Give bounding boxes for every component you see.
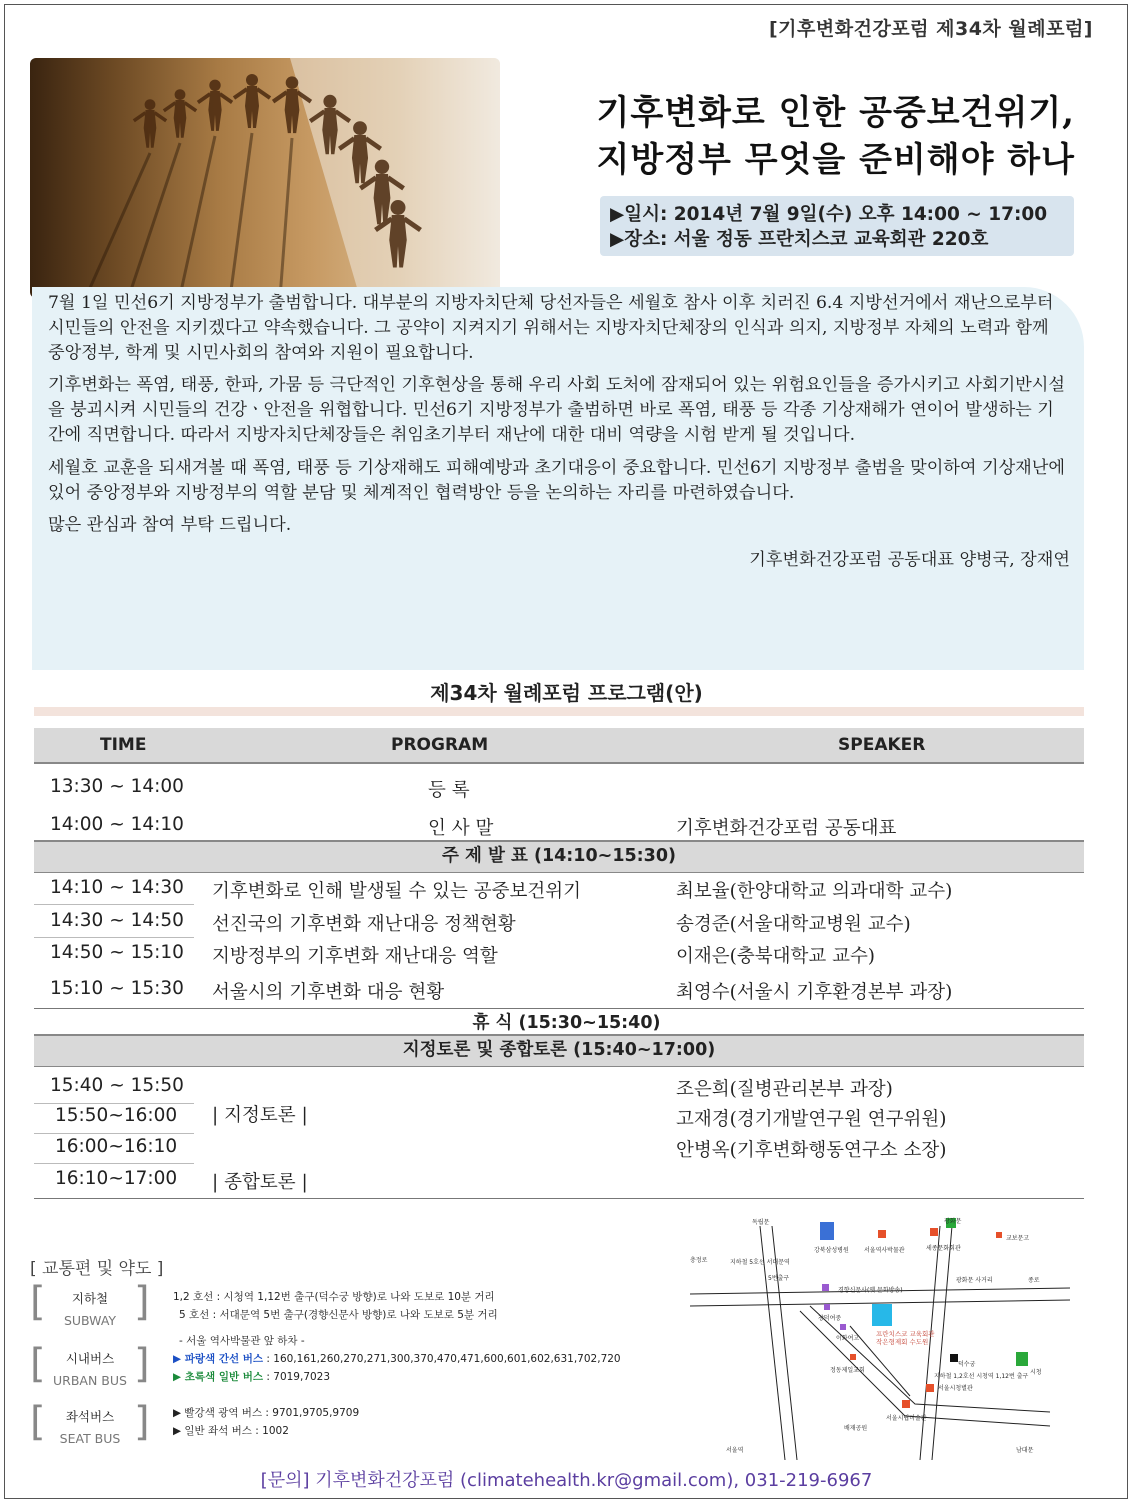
- row-program: | 지정토론 |: [212, 1105, 308, 1126]
- svg-text:배재공원: 배재공원: [844, 1425, 868, 1432]
- intro-paragraph-2: 기후변화는 폭염, 태풍, 한파, 가뭄 등 극단적인 기후현상을 통해 우리 사회 도처에 잠재되어 있는 위험요인들을 증가시키고 사회기반시설을 붕괴시켜 시민들의 건강ㆍ안전을 위협합니다. 민선6기 지방정부가 출범하면 바로 폭염, 태풍 등 각종 기상재해가 연이어 발생하는 기간에 직면합니다. 따라서 지방자치단체장들은 취임초기부터 재난에 대한 대비 역량을 시험 받게 될 것입니다.: [48, 375, 1065, 445]
- svg-text:서울시립미술관: 서울시립미술관: [886, 1415, 927, 1422]
- row-program: 인 사 말: [428, 818, 494, 839]
- svg-text:광화문 사거리: 광화문 사거리: [956, 1277, 993, 1284]
- svg-text:서울시청별관: 서울시청별관: [938, 1385, 973, 1392]
- seat-bus-label-en: SEAT BUS: [59, 1431, 121, 1446]
- program-table-header: [34, 728, 1084, 764]
- row-program: | 종합토론 |: [212, 1172, 308, 1193]
- row-time: 16:00~16:10: [55, 1136, 178, 1157]
- urban-bus-label: [50, 1348, 130, 1392]
- row-speaker: 고재경(경기개발연구원 연구위원): [676, 1109, 947, 1130]
- annex-icon: [926, 1384, 934, 1392]
- francisco-building-icon: [872, 1304, 892, 1326]
- svg-text:서울역: 서울역: [726, 1447, 744, 1454]
- cityhall-icon: [1016, 1352, 1028, 1366]
- header-speaker: SPEAKER: [838, 735, 926, 755]
- svg-text:지하철 1,2호선 시청역 1,12번 출구: 지하철 1,2호선 시청역 1,12번 출구: [934, 1373, 1029, 1380]
- svg-text:이화여고: 이화여고: [836, 1335, 860, 1342]
- row-divider: [34, 937, 194, 938]
- seat-bus-label: [50, 1406, 130, 1450]
- sejong-icon: [930, 1228, 938, 1236]
- row-time: 15:50~16:00: [55, 1105, 178, 1126]
- row-program: 지방정부의 기후변화 재난대응 역할: [212, 946, 498, 967]
- forum-tag: [기후변화건강포럼 제34차 월례포럼]: [769, 18, 1093, 40]
- intro-paragraph-3: 세월호 교훈을 되새겨볼 때 폭염, 태풍 등 기상재해도 피해예방과 초기대응이 중요합니다. 민선6기 지방정부 출범을 맞이하여 기상재난에 있어 중앙정부와 지방정부의 역할 분담 및 체계적인 협력방안 등을 논의하는 자리를 마련하였습니다.: [48, 457, 1065, 503]
- row-time: 15:40 ~ 15:50: [50, 1075, 184, 1096]
- subway-detail: [173, 1288, 498, 1324]
- row-time: 14:50 ~ 15:10: [50, 942, 184, 963]
- svg-text:남대문: 남대문: [1016, 1447, 1034, 1454]
- row-speaker: 송경준(서울대학교병원 교수): [676, 914, 911, 935]
- svg-text:경향신문사(옛 문화방송): 경향신문사(옛 문화방송): [838, 1287, 903, 1294]
- row-speaker: 안병옥(기후변화행동연구소 소장): [676, 1140, 947, 1161]
- svg-text:강북삼성병원: 강북삼성병원: [814, 1247, 849, 1254]
- map-labels: [690, 1217, 1042, 1454]
- bracket-open: [: [30, 1399, 46, 1445]
- row-program: 기후변화로 인해 발생될 수 있는 공중보건위기: [212, 881, 581, 902]
- row-time: 13:30 ~ 14:00: [50, 776, 184, 797]
- changdeok-icon: [824, 1304, 830, 1310]
- svg-text:지하철 5호선 서대문역: 지하철 5호선 서대문역: [730, 1259, 790, 1266]
- header-program: PROGRAM: [391, 735, 489, 755]
- svg-text:종로: 종로: [1028, 1277, 1040, 1284]
- bracket-close: ]: [134, 1399, 150, 1445]
- row-time: 14:30 ~ 14:50: [50, 910, 184, 931]
- subway-label-ko: 지하철: [71, 1291, 109, 1306]
- row-speaker: 최영수(서울시 기후환경본부 과장): [676, 982, 953, 1003]
- subway-line-2: 5 호선 : 서대문역 5번 출구(경향신문사 방향)로 나와 도보로 5분 거리: [179, 1309, 498, 1321]
- row-speaker: 이재은(충북대학교 교수): [676, 946, 876, 967]
- subway-label: [50, 1288, 130, 1332]
- row-speaker: 최보율(한양대학교 의과대학 교수): [676, 881, 953, 902]
- intro-paragraph-4: 많은 관심과 참여 부탁 드립니다.: [48, 515, 292, 536]
- bracket-open: [: [30, 1279, 46, 1325]
- bracket-open: [: [30, 1341, 46, 1387]
- svg-text:시청: 시청: [1030, 1369, 1042, 1376]
- green-bus-numbers: : 7019,7023: [263, 1371, 331, 1383]
- urban-bus-label-en: URBAN BUS: [53, 1373, 127, 1388]
- urban-bus-head: - 서울 역사박물관 앞 하차 -: [179, 1335, 305, 1347]
- museum-icon: [878, 1230, 886, 1238]
- row-program: 선진국의 기후변화 재난대응 정책현황: [212, 914, 516, 935]
- ewha-icon: [840, 1324, 846, 1330]
- subway-label-en: SUBWAY: [63, 1313, 117, 1328]
- location-map: [690, 1216, 1070, 1460]
- row-divider: [34, 904, 194, 905]
- kyunghyang-icon: [822, 1284, 829, 1291]
- svg-text:덕수궁: 덕수궁: [958, 1361, 976, 1368]
- svg-text:정동제일교회: 정동제일교회: [830, 1367, 865, 1374]
- transit-title: [ 교통편 및 약도 ]: [30, 1259, 164, 1279]
- headline-line-2: 지방정부 무엇을 준비해야 하나: [596, 140, 1075, 180]
- paper-chain-figures: [30, 58, 500, 298]
- headline: [500, 90, 1075, 184]
- green-bus-label: ▶ 초록색 일반 버스: [173, 1371, 264, 1383]
- intro-signature: 기후변화건강포럼 공동대표 양병국, 장재연: [749, 550, 1070, 571]
- row-time: 14:00 ~ 14:10: [50, 814, 184, 835]
- svg-text:독립문: 독립문: [752, 1219, 770, 1226]
- kyobo-icon: [996, 1232, 1002, 1238]
- seat-bus-line-2: ▶ 일반 좌석 버스 : 1002: [173, 1425, 289, 1437]
- section-discussion: 지정토론 및 종합토론 (15:40~17:00): [34, 1034, 1084, 1067]
- urban-bus-detail: [173, 1332, 621, 1386]
- bracket-close: ]: [134, 1279, 150, 1325]
- event-date: ▶일시: 2014년 7월 9일(수) 오후 14:00 ~ 17:00: [610, 204, 1048, 225]
- svg-text:교보문고: 교보문고: [1006, 1235, 1030, 1242]
- svg-text:5번출구: 5번출구: [768, 1275, 790, 1282]
- section-keynote: 주 제 발 표 (14:10~15:30): [34, 840, 1084, 873]
- row-divider: [34, 1103, 194, 1104]
- row-speaker: 조은희(질병관리본부 과장): [676, 1079, 893, 1100]
- row-program: 등 록: [428, 780, 470, 801]
- art-museum-icon: [902, 1400, 910, 1408]
- row-program: 서울시의 기후변화 대응 현황: [212, 982, 445, 1003]
- program-title-bar: [34, 707, 1084, 716]
- bracket-close: ]: [134, 1341, 150, 1387]
- headline-line-1: 기후변화로 인한 공중보건위기,: [596, 93, 1075, 133]
- blue-bus-numbers: : 160,161,260,270,271,300,370,470,471,600,601,602,631,702,720: [263, 1353, 621, 1365]
- paper-people-photo: [30, 58, 500, 298]
- blue-bus-label: ▶ 파랑색 간선 버스: [173, 1353, 264, 1365]
- contact-line: [문의] 기후변화건강포럼 (climatehealth.kr@gmail.com), 031-219-6967: [260, 1470, 873, 1491]
- intro-paragraph-1: 7월 1일 민선6기 지방정부가 출범합니다. 대부분의 지방자치단체 당선자들은 세월호 참사 이후 치러진 6.4 지방선거에서 재난으로부터 시민들의 안전을 지키겠다고 약속했습니다. 그 공약이 지켜지기 위해서는 지방자치단체장의 인식과 의지, 지방정부 자체의 노력과 함께 중앙정부, 학계 및 시민사회의 참여와 지원이 필요합니다.: [48, 293, 1054, 363]
- row-divider: [34, 1163, 194, 1164]
- seat-bus-detail: [173, 1404, 359, 1440]
- gangbuk-hospital-icon: [820, 1222, 834, 1240]
- urban-bus-green: [173, 1368, 621, 1386]
- svg-text:광화문: 광화문: [944, 1218, 962, 1225]
- urban-bus-label-ko: 시내버스: [65, 1351, 115, 1366]
- row-time: 16:10~17:00: [55, 1168, 178, 1189]
- row-time: 15:10 ~ 15:30: [50, 978, 184, 999]
- subway-station-icon: [950, 1354, 958, 1362]
- svg-text:작은형제회 수도원: 작은형제회 수도원: [876, 1338, 929, 1346]
- row-speaker: 기후변화건강포럼 공동대표: [676, 818, 897, 839]
- intro-text: [32, 287, 1084, 670]
- break-row: 휴 식 (15:30~15:40): [472, 1013, 661, 1033]
- program-title: 제34차 월례포럼 프로그램(안): [430, 681, 703, 705]
- svg-text:서울역사박물관: 서울역사박물관: [864, 1247, 905, 1254]
- subway-line-1: 1,2 호선 : 시청역 1,12번 출구(덕수궁 방향)로 나와 도보로 10분 거리: [173, 1291, 495, 1303]
- table-bottom-line: [34, 1198, 1084, 1199]
- row-divider: [34, 1133, 194, 1134]
- seat-bus-label-ko: 좌석버스: [65, 1409, 115, 1424]
- event-place: ▶장소: 서울 정동 프란치스코 교육회관 220호: [610, 229, 989, 250]
- row-time: 14:10 ~ 14:30: [50, 877, 184, 898]
- seat-bus-line-1: ▶ 빨강색 광역 버스 : 9701,9705,9709: [173, 1407, 360, 1419]
- svg-text:충정로: 충정로: [690, 1257, 708, 1264]
- urban-bus-blue: [173, 1350, 621, 1368]
- header-time: TIME: [100, 735, 147, 755]
- svg-text:프란치스코 교육회관: 프란치스코 교육회관: [876, 1330, 935, 1338]
- jeongdong-church-icon: [850, 1354, 856, 1360]
- svg-text:창덕여중: 창덕여중: [818, 1315, 842, 1322]
- svg-text:세종문화회관: 세종문화회관: [926, 1245, 961, 1252]
- event-info-box: [600, 196, 1074, 256]
